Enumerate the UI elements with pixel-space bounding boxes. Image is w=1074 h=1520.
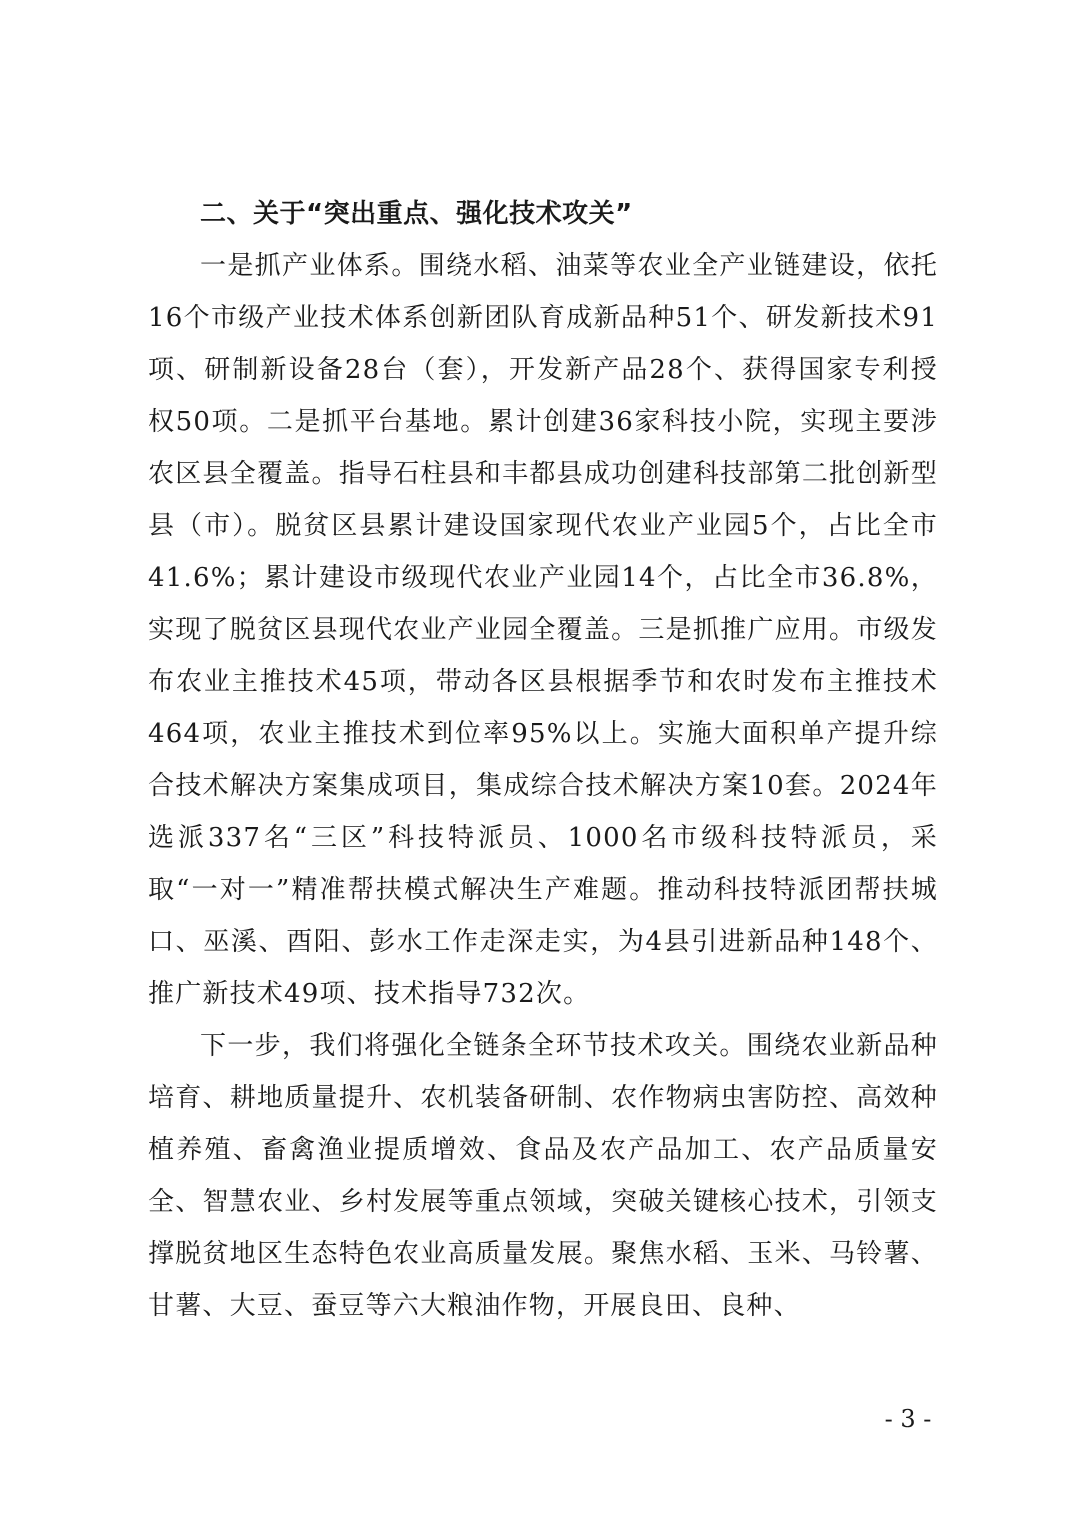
document-body (148, 188, 938, 1332)
page-number: - 3 - (884, 1405, 932, 1433)
paragraph-1: 一是抓产业体系。围绕水稻、油菜等农业全产业链建设，依托16个市级产业技术体系创新团队育成新品种51个、研发新技术91项、研制新设备28台（套），开发新产品28个、获得国家专利授权50项。二是抓平台基地。累计创建36家科技小院，实现主要涉农区县全覆盖。指导石柱县和丰都县成功创建科技部第二批创新型县（市）。脱贫区县累计建设国家现代农业产业园5个，占比全市41.6%；累计建设市级现代农业产业园14个，占比全市36.8%，实现了脱贫区县现代农业产业园全覆盖。三是抓推广应用。市级发布农业主推技术45项，带动各区县根据季节和农时发布主推技术464项，农业主推技术到位率95%以上。实施大面积单产提升综合技术解决方案集成项目，集成综合技术解决方案10套。2024年选派337名“三区”科技特派员、1000名市级科技特派员，采取“一对一”精准帮扶模式解决生产难题。推动科技特派团帮扶城口、巫溪、酉阳、彭水工作走深走实，为4县引进新品种148个、推广新技术49项、技术指导732次。 (148, 251, 938, 1009)
paragraph-2: 下一步，我们将强化全链条全环节技术攻关。围绕农业新品种培育、耕地质量提升、农机装备研制、农作物病虫害防控、高效种植养殖、畜禽渔业提质增效、食品及农产品加工、农产品质量安全、智慧农业、乡村发展等重点领域，突破关键核心技术，引领支撑脱贫地区生态特色农业高质量发展。聚焦水稻、玉米、马铃薯、甘薯、大豆、蚕豆等六大粮油作物，开展良田、良种、 (148, 1031, 938, 1321)
section-heading: 二、关于“突出重点、强化技术攻关” (200, 199, 633, 229)
